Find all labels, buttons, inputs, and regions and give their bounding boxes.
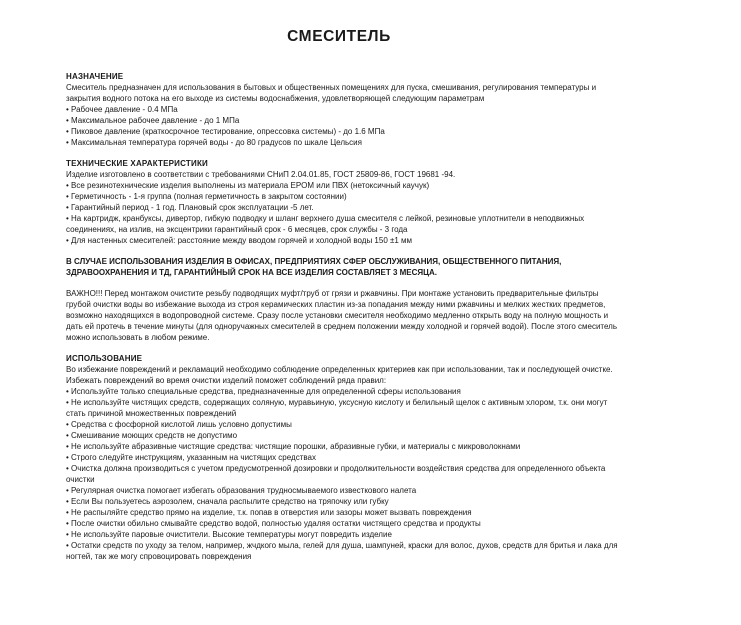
- office-warranty-notice: В СЛУЧАЕ ИСПОЛЬЗОВАНИЯ ИЗДЕЛИЯ В ОФИСАХ, ПРЕДПРИЯТИЯХ СФЕР ОБСЛУЖИВАНИЯ, ОБЩЕСТВЕННОГО ПИТАНИЯ, ЗДРАВООХРАНЕНИЯ И ТД, ГАРАНТИЙНЫЙ СРОК НА ВСЕ ИЗДЕЛИЯ СОСТАВЛЯЕТ 3 МЕСЯЦА.: [66, 257, 562, 277]
- purpose-item: • Пиковое давление (краткосрочное тестирование, опрессовка системы) - до 1.6 МПа: [66, 126, 621, 137]
- usage-section: [66, 353, 621, 562]
- usage-item: • Очистка должна производиться с учетом предусмотренной дозировки и продолжительности воздействия средства для определенного объекта очистки: [66, 463, 621, 485]
- important-notice: ВАЖНО!!! Перед монтажом очистите резьбу подводящих муфт/труб от грязи и ржавчины. При монтаже установить предварительные фильтры грубой очистки воды во избежание выхода из строя керамических пластин из-за попадания между ними ржавчины и мелких жестких предметов, возможно находящихся в водопроводной системе. Сразу после установки смесителя необходимо медленно открыть воду на полную мощность и дать ей протечь в течение минуты (для одноручажных смесителей в среднем положении между холодной и горячей водой). После этого смеситель можно использовать в любом режиме.: [66, 289, 618, 342]
- specs-item: • Все резинотехнические изделия выполнены из материала EPOM или ПВХ (нетоксичный каучук): [66, 180, 621, 191]
- usage-item: • Не используйте чистящих средств, содержащих соляную, муравьиную, уксусную кислоту и белильный щелок с активным хлором, т.к. они могут стать причиной множественных повреждений: [66, 397, 621, 419]
- usage-item: • Строго следуйте инструкциям, указанным на чистящих средствах: [66, 452, 621, 463]
- usage-item: • Если Вы пользуетесь аэрозолем, сначала распылите средство на тряпочку или губку: [66, 496, 621, 507]
- specs-item: • На картридж, кранбуксы, дивертор, гибкую подводку и шланг верхнего душа смесителя с лейкой, резиновые уплотнители в неподвижных соединениях, на излив, на эксцентрики гарантийный срок - 6 месяцев, срок службы - 3 года: [66, 213, 621, 235]
- purpose-item: • Максимальное рабочее давление - до 1 МПа: [66, 115, 621, 126]
- purpose-heading: НАЗНАЧЕНИЕ: [66, 72, 124, 81]
- usage-item: • Остатки средств по уходу за телом, например, жчдкого мыла, гелей для душа, шампуней, краски для волос, духов, средств для бритья и лака для ногтей, так же могу спровоцировать повреждения: [66, 540, 621, 562]
- usage-item: • Не используйте абразивные чистящие средства: чистящие порошки, абразивные губки, и материалы с микроволокнами: [66, 441, 621, 452]
- purpose-item: • Рабочее давление - 0.4 МПа: [66, 104, 621, 115]
- document-title: СМЕСИТЕЛЬ: [287, 28, 391, 45]
- usage-item: • После очистки обильно смывайте средство водой, полностью удаляя остатки чистящего средства и продукты: [66, 518, 621, 529]
- specs-intro: Изделие изготовлено в соответствии с требованиями СНиП 2.04.01.85, ГОСТ 25809-86, ГОСТ 19681 -94.: [66, 170, 456, 179]
- usage-item: • Не используйте паровые очистители. Высокие температуры могут повредить изделие: [66, 529, 621, 540]
- usage-heading: ИСПОЛЬЗОВАНИЕ: [66, 354, 143, 363]
- specs-item: • Для настенных смесителей: расстояние между вводом горячей и холодной воды 150 ±1 мм: [66, 235, 621, 246]
- usage-item: • Не распыляйте средство прямо на изделие, т.к. попав в отверстия или зазоры может вызвать повреждения: [66, 507, 621, 518]
- document-body: [66, 71, 621, 572]
- purpose-intro: Смеситель предназначен для использования в бытовых и общественных помещениях для пуска, смешивания, регулирования температуры и закрытия водного потока на его выходе из системы водоснабжения, удовлетворяющей следующим параметрам: [66, 83, 597, 103]
- specs-item: • Герметичность - 1-я группа (полная герметичность в закрытом состоянии): [66, 191, 621, 202]
- specs-item: • Гарантийный период - 1 год. Плановый срок эксплуатации -5 лет.: [66, 202, 621, 213]
- specs-section: [66, 158, 621, 246]
- usage-intro: Во избежание повреждений и рекламаций необходимо соблюдение определенных критериев как при использовании, так и последующей очистке. Избежать повреждений во время очистки изделий поможет соблюдений ряда правил:: [66, 365, 613, 385]
- usage-item: • Регулярная очистка помогает избегать образования трудносмываемого известкового налета: [66, 485, 621, 496]
- usage-item: • Используйте только специальные средства, предназначенные для определенной сферы использования: [66, 386, 621, 397]
- specs-heading: ТЕХНИЧЕСКИЕ ХАРАКТЕРИСТИКИ: [66, 159, 208, 168]
- purpose-item: • Максимальная температура горячей воды - до 80 градусов по шкале Цельсия: [66, 137, 621, 148]
- usage-item: • Смешивание моющих средств не допустимо: [66, 430, 621, 441]
- purpose-section: [66, 71, 621, 148]
- usage-item: • Средства с фосфорной кислотой лишь условно допустимы: [66, 419, 621, 430]
